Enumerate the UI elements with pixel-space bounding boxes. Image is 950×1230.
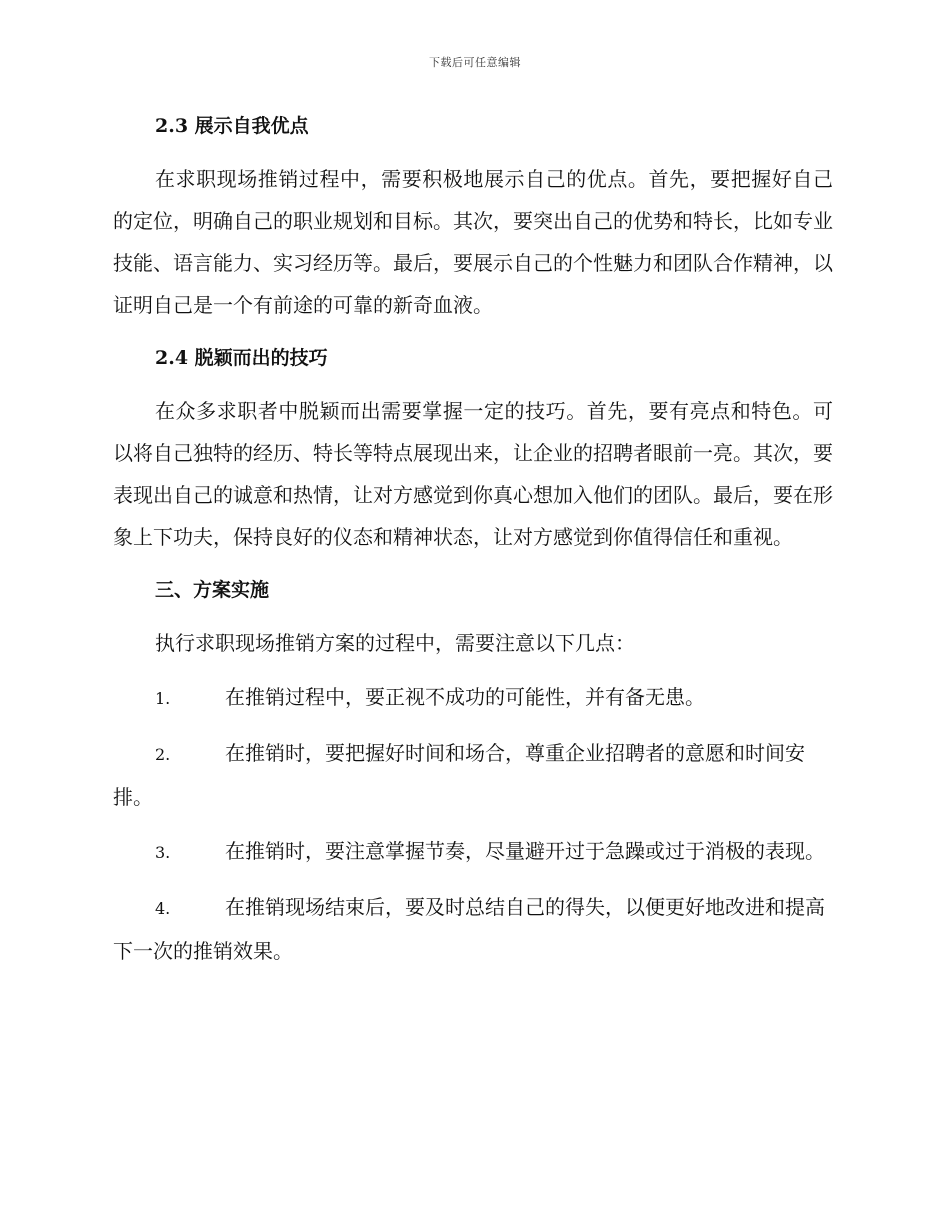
section-heading-3: 三、方案实施 bbox=[155, 579, 270, 601]
section-paragraph-2-4: 在众多求职者中脱颖而出需要掌握一定的技巧。首先，要有亮点和特色。可以将自己独特的经历、特长等特点展现出来，让企业的招聘者眼前一亮。其次，要表现出自己的诚意和热情，让对方感觉到你真心想加入他们的团队。最后，要在形象上下功夫，保持良好的仪态和精神状态，让对方感觉到你值得信任和重视。 bbox=[113, 399, 833, 549]
list-item-text: 在推销过程中，要正视不成功的可能性，并有备无患。 bbox=[225, 685, 705, 709]
list-item-text: 在推销现场结束后，要及时总结自己的得失，以便更好地改进和提高下一次的推销效果。 bbox=[113, 895, 825, 963]
list-item-number: 2. bbox=[155, 745, 171, 764]
list-item bbox=[113, 886, 833, 972]
section-heading-2-3: 2.3 展示自我优点 bbox=[155, 115, 309, 137]
list-item bbox=[113, 830, 833, 874]
list-item-number: 3. bbox=[155, 843, 171, 862]
page-header: 下载后可任意编辑 bbox=[429, 56, 521, 69]
list-item bbox=[113, 732, 833, 818]
list-item-number: 4. bbox=[155, 899, 171, 918]
section-heading-2-4: 2.4 脱颖而出的技巧 bbox=[155, 347, 328, 369]
document-body bbox=[113, 108, 833, 984]
list-item-number: 1. bbox=[155, 689, 171, 708]
section-paragraph-2-3: 在求职现场推销过程中，需要积极地展示自己的优点。首先，要把握好自己的定位，明确自己的职业规划和目标。其次，要突出自己的优势和特长，比如专业技能、语言能力、实习经历等。最后，要展示自己的个性魅力和团队合作精神，以证明自己是一个有前途的可靠的新奇血液。 bbox=[113, 167, 833, 317]
section-intro-3: 执行求职现场推销方案的过程中，需要注意以下几点： bbox=[155, 631, 635, 655]
list-item-text: 在推销时，要注意掌握节奏，尽量避开过于急躁或过于消极的表现。 bbox=[225, 839, 825, 863]
list-item bbox=[113, 676, 833, 720]
list-item-text: 在推销时，要把握好时间和场合，尊重企业招聘者的意愿和时间安排。 bbox=[113, 741, 805, 809]
